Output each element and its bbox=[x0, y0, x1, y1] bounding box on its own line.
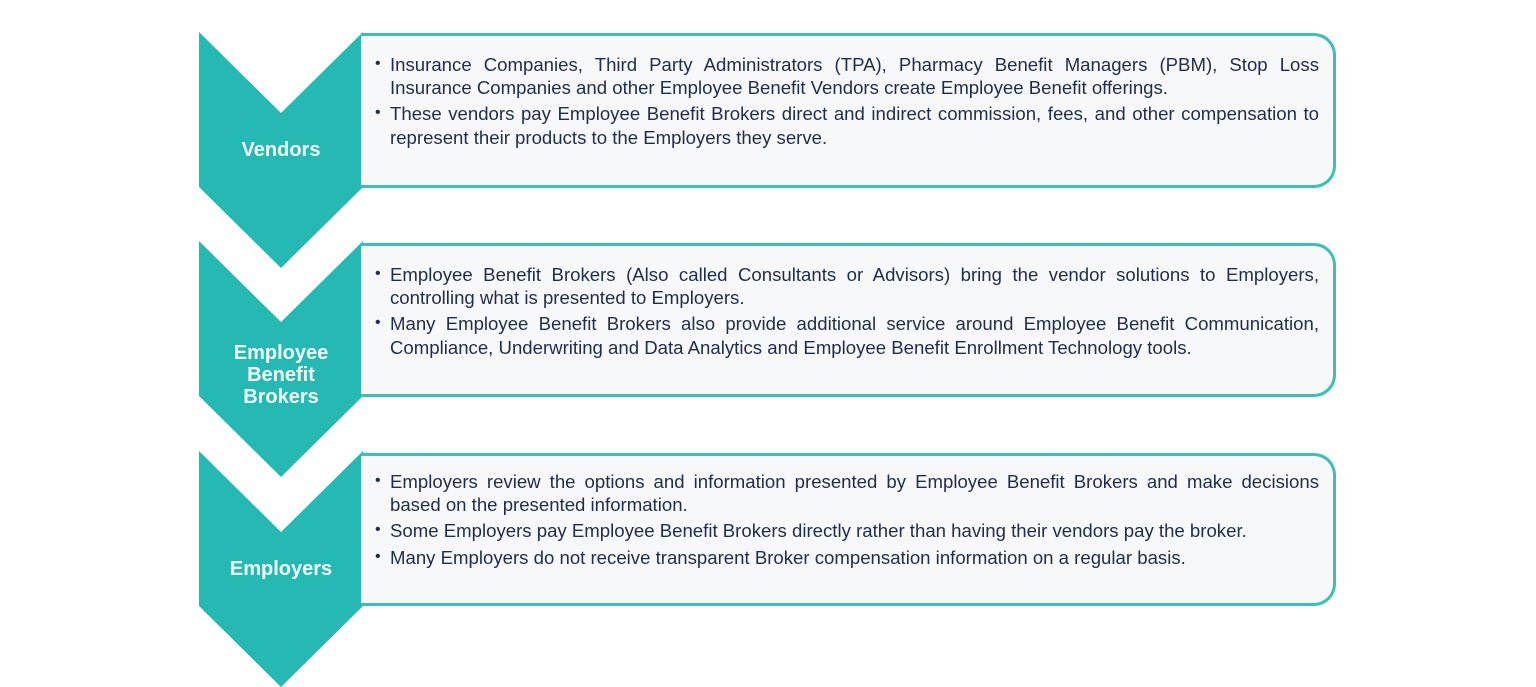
list-item: • Many Employers do not receive transparent Broker compensation information on a regular basis. bbox=[375, 546, 1186, 568]
bullet-icon: • bbox=[375, 521, 381, 539]
bullet-icon: • bbox=[375, 472, 381, 489]
chevron-employee-benefit-brokers bbox=[199, 241, 363, 477]
list-item: • Many Employee Benefit Brokers also provide additional service around Employee Benefit Communication, Compliance, Underwriting and Data Analytics and Employee Benefit Enrollment Technology tools. bbox=[375, 313, 1319, 358]
bullet-icon: • bbox=[375, 265, 381, 282]
chevron-employers bbox=[199, 451, 363, 687]
bullet-icon: • bbox=[375, 104, 381, 122]
list-item: • These vendors pay Employee Benefit Brokers direct and indirect commission, fees, and other compensation to represent their products to the Employers they serve. bbox=[375, 103, 1319, 148]
bullet-icon: • bbox=[375, 547, 381, 565]
stage-label-employee-benefit-brokers: Employee Benefit Brokers bbox=[233, 342, 329, 408]
bullet-icon: • bbox=[375, 314, 381, 332]
list-item: • Employers review the options and information presented by Employee Benefit Brokers and make decisions based on the presented information. bbox=[375, 471, 1319, 516]
brokers-bullet-list bbox=[375, 263, 1319, 362]
list-item: • Employee Benefit Brokers (Also called Consultants or Advisors) bring the vendor solutions to Employers, controlling what is presented to Employers. bbox=[375, 264, 1319, 309]
chevron-vendors bbox=[199, 32, 363, 268]
list-item: • Some Employers pay Employee Benefit Brokers directly rather than having their vendors pay the broker. bbox=[375, 520, 1247, 542]
list-item: • Insurance Companies, Third Party Administrators (TPA), Pharmacy Benefit Managers (PBM), Stop Loss Insurance Companies and other Employee Benefit Vendors create Employee Benefit offerings. bbox=[375, 54, 1319, 99]
bullet-icon: • bbox=[375, 55, 381, 72]
employers-bullet-list bbox=[375, 470, 1319, 572]
vendors-description-box bbox=[361, 33, 1336, 188]
vendors-bullet-list bbox=[375, 53, 1319, 152]
stage-label-vendors: Vendors bbox=[241, 139, 321, 161]
employers-description-box bbox=[361, 453, 1336, 606]
brokers-description-box bbox=[361, 243, 1336, 397]
stage-label-employers: Employers bbox=[229, 558, 333, 580]
